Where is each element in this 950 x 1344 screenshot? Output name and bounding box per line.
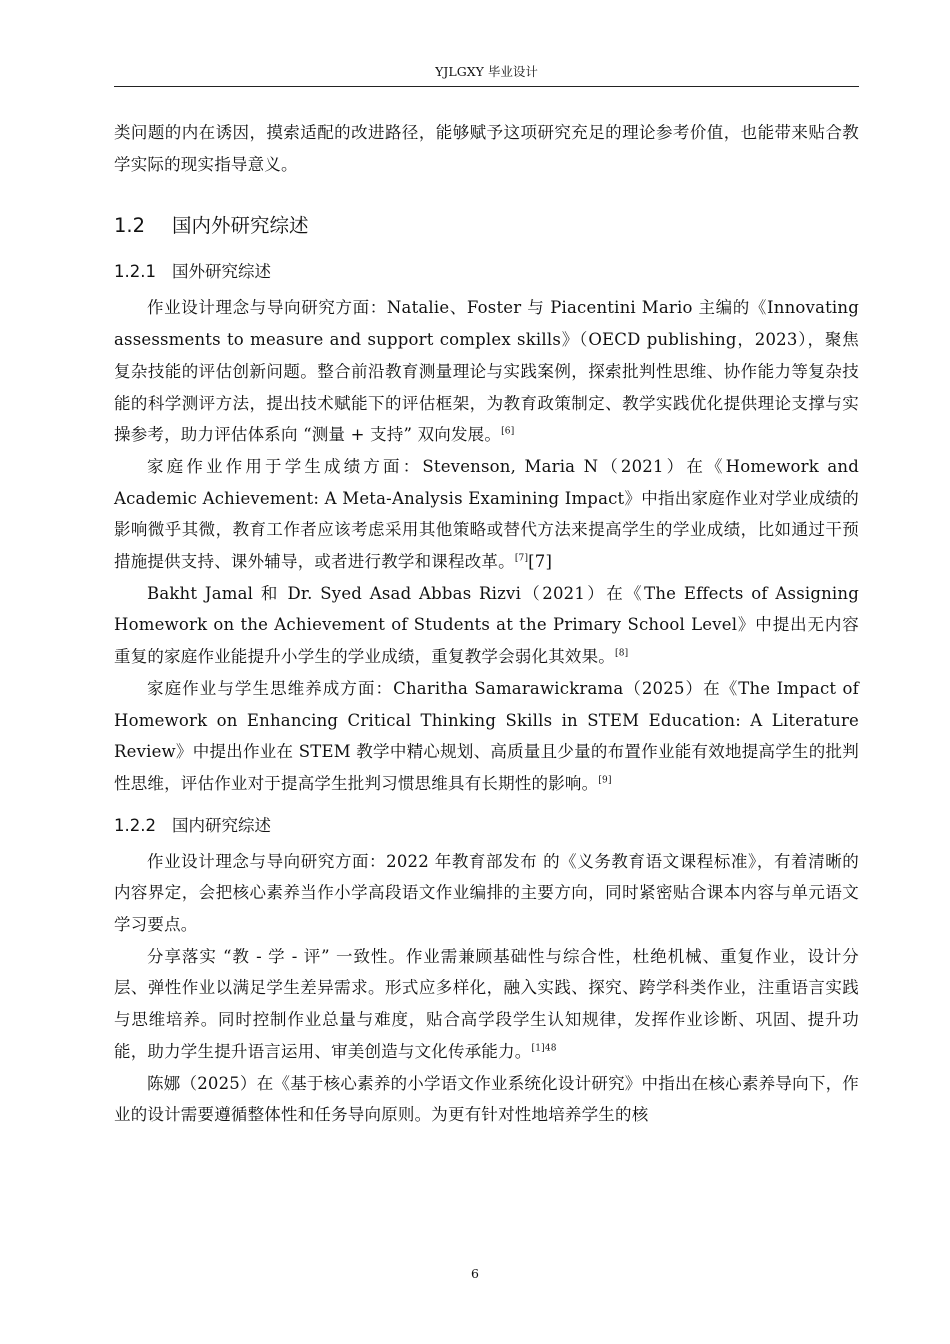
subsection-title: 国外研究综述 [172,262,271,282]
paragraph-domestic-3: 陈娜（2025）在《基于核心素养的小学语文作业系统化设计研究》中指出在核心素养导向下，作业的设计需要遵循整体性和任务导向原则。为更有针对性地培养学生的核 [114,1073,859,1125]
citation-ref: [9] [598,775,612,786]
section-heading-1-2 [114,206,859,246]
paragraph-intro-continued: 类问题的内在诱因，摸索适配的改进路径，能够赋予这项研究充足的理论参考价值，也能带来贴合教学实际的现实指导意义。 [114,123,859,174]
subsection-heading-1-2-2 [114,810,859,842]
subsection-heading-1-2-1 [114,256,859,288]
citation-ref: [7] [514,553,529,564]
citation-inline: [7] [528,552,553,572]
paragraph-foreign-2: 家庭作业作用于学生成绩方面：Stevenson, Maria N（2021）在《Homework and Academic Achievement: A Meta-Analysis Examining Impact》中指出家庭作业对学业成绩的影响微乎其微，教育工作者应该考虑采用其他策略或替代方法来提高学生的学业成绩，比如通过干预措施提供支持、课外辅导，或者进行教学和课程改革。[7][7] [114,456,859,572]
paragraph-domestic-1: 作业设计理念与导向研究方面：2022 年教育部发布 的《义务教育语文课程标准》，有着清晰的内容界定，会把核心素养当作小学高段语文作业编排的主要方向，同时紧密贴合课本内容与单元语文学习要点。 [114,851,859,935]
subsection-number: 1.2.1 [114,262,156,282]
page-body [114,117,859,1131]
subsection-title: 国内研究综述 [172,815,271,835]
citation-ref: [8] [615,648,629,659]
citation-ref: [1]48 [531,1043,557,1054]
page-number: 6 [471,1266,479,1281]
paragraph-domestic-2: 分享落实 “教 - 学 - 评” 一致性。作业需兼顾基础性与综合性，杜绝机械、重复作业，设计分层、弹性作业以满足学生差异需求。形式应多样化，融入实践、探究、跨学科类作业，注重语言实践与思维培养。同时控制作业总量与难度，贴合高学段学生认知规律，发挥作业诊断、巩固、提升功能，助力学生提升语言运用、审美创造与文化传承能力。$^{[1]48}$ [114,946,859,1061]
section-number: 1.2 [114,214,146,238]
subsection-number: 1.2.2 [114,815,156,835]
paragraph-foreign-1: 作业设计理念与导向研究方面：Natalie、Foster 与 Piacentini Mario 主编的《Innovating assessments to measure and support complex skills》（OECD publishing，2023），聚焦复杂技能的评估创新问题。整合前沿教育测量理论与实践案例，探索批判性思维、协作能力等复杂技能的科学测评方法，提出技术赋能下的评估框架，为教育政策制定、教学实践优化提供理论支撑与实操参考，助力评估体系向 “测量 + 支持” 双向发展。[6] [114,298,859,445]
section-title: 国内外研究综述 [172,214,309,238]
citation-ref: [6] [501,426,515,437]
paragraph-foreign-3: Bakht Jamal 和 Dr. Syed Asad Abbas Rizvi（2021）在《The Effects of Assigning Homework on the Achievement of Students at the Primary School Level》中提出无内容重复的家庭作业能提升小学生的学业成绩，重复教学会弱化其效果。[8] [114,583,859,667]
paragraph-foreign-4: 家庭作业与学生思维养成方面：Charitha Samarawickrama（2025）在《The Impact of Homework on Enhancing Critical Thinking Skills in STEM Education: A Literature Review》中提出作业在 STEM 教学中精心规划、高质量且少量的布置作业能有效地提高学生的批判性思维，评估作业对于提高学生批判习惯思维具有长期性的影响。[9] [114,678,859,793]
running-header: YJLGXY 毕业设计 [114,62,859,87]
